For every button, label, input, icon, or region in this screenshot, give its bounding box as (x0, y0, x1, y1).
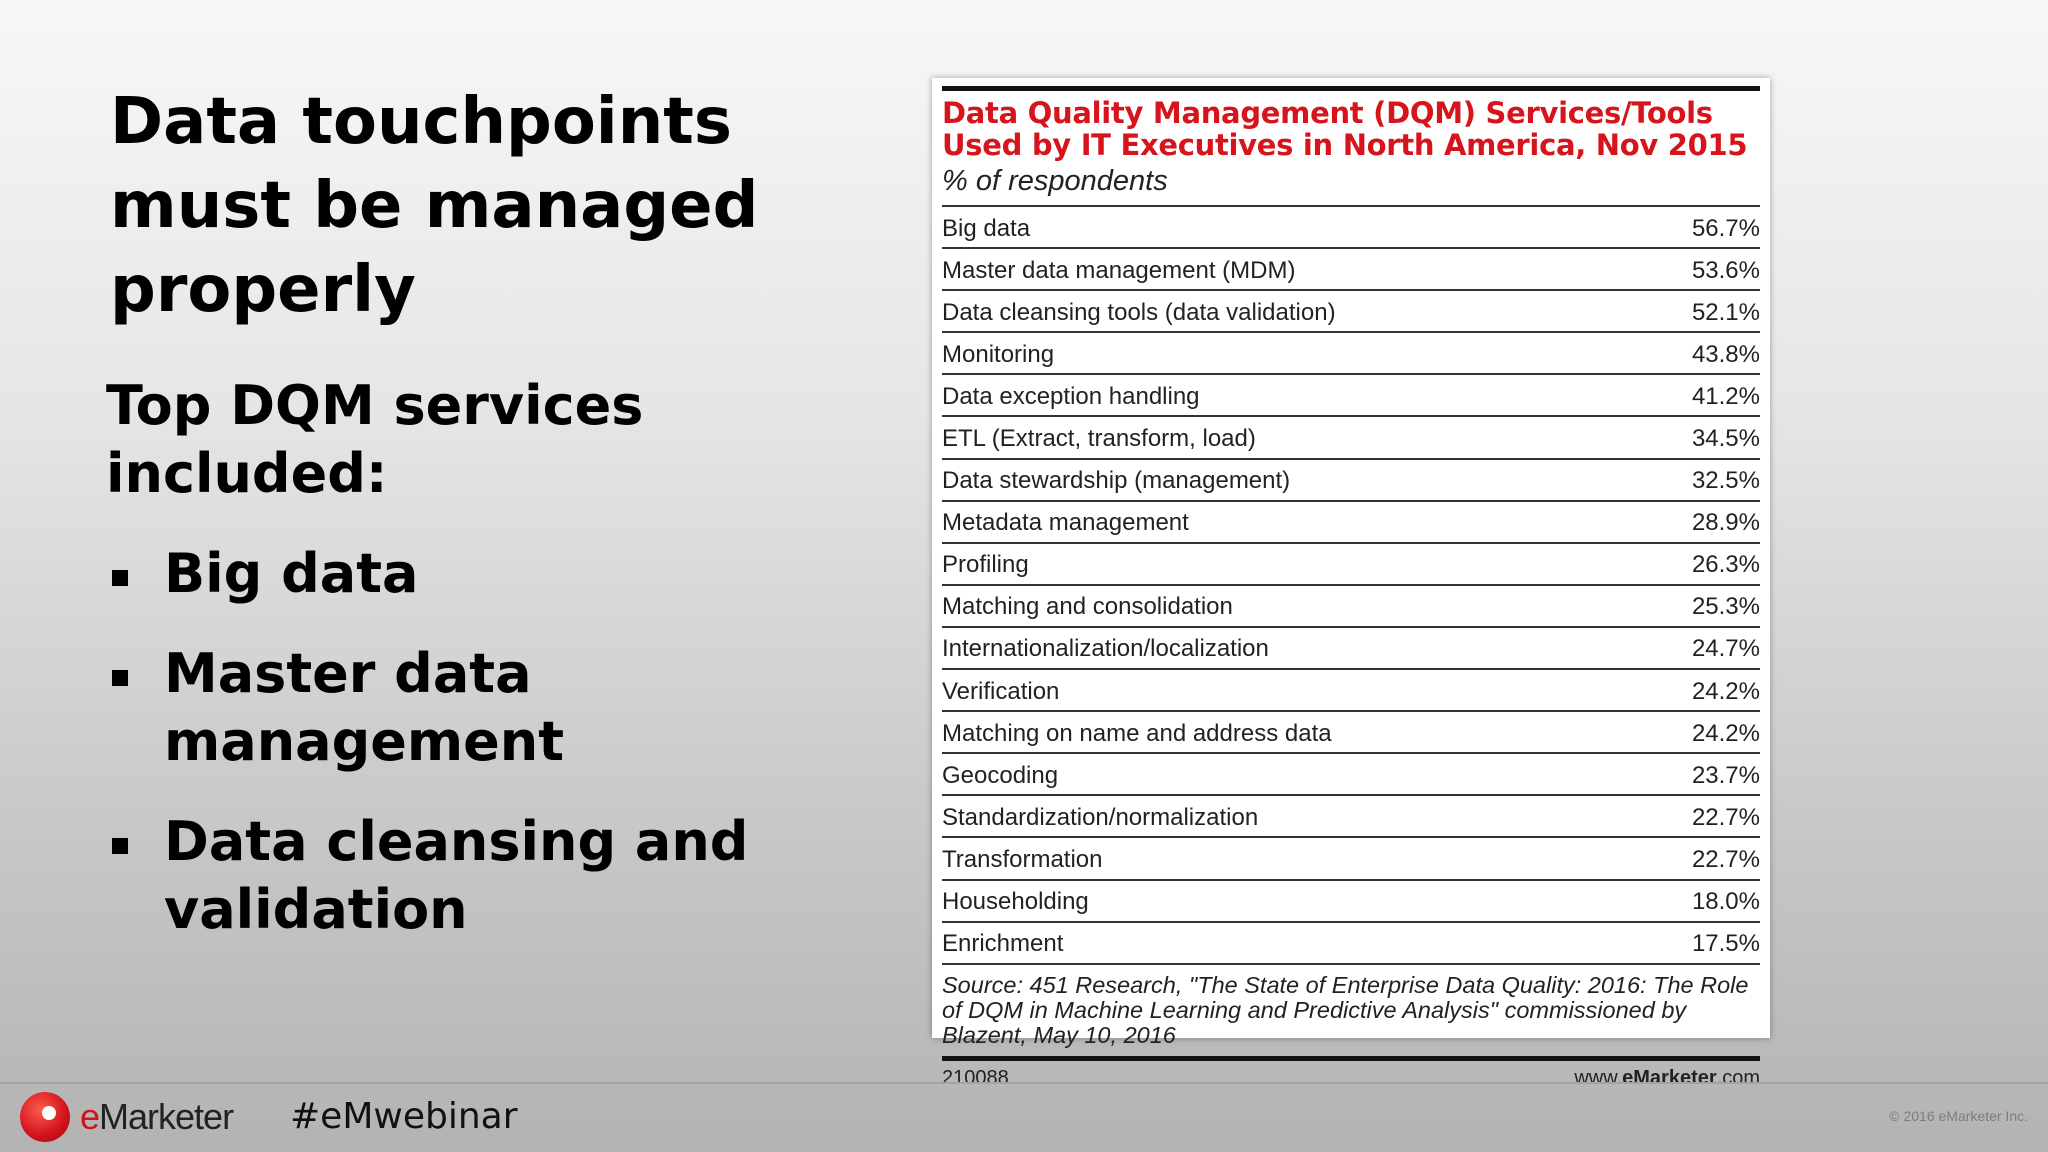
row-label: Big data (942, 214, 1031, 242)
bullet-square-icon (112, 670, 128, 686)
logo-rest: Marketer (99, 1096, 234, 1137)
row-value: 28.9% (1691, 509, 1760, 537)
chart-source: Source: 451 Research, "The State of Enterprise Data Quality: 2016: The Role of DQM in Machine Learning and Predictive Analysis" commissioned by Blazent, May 10, 2016 (942, 971, 1749, 1048)
chart-title: Data Quality Management (DQM) Services/Tools Used by IT Executives in North America, Nov 2015 (942, 96, 1748, 162)
table-row (942, 796, 1760, 838)
table-row (942, 207, 1760, 249)
row-label: Transformation (942, 845, 1103, 873)
brand-prefix: www. (1574, 1066, 1623, 1089)
row-label: Master data management (MDM) (942, 256, 1296, 284)
table-row (942, 670, 1760, 712)
table-row (942, 923, 1760, 965)
table-row (942, 375, 1760, 417)
card-top-rule (942, 86, 1760, 91)
table-row (942, 881, 1760, 923)
row-value: 24.2% (1691, 719, 1760, 747)
row-label: Householding (942, 888, 1089, 916)
table-row (942, 754, 1760, 796)
table-row (942, 586, 1760, 628)
table-row (942, 291, 1760, 333)
row-value: 17.5% (1691, 930, 1760, 958)
logo-e: e (80, 1096, 100, 1137)
row-label: Matching on name and address data (942, 719, 1332, 747)
slide-subtitle: Top DQM services included: (106, 374, 644, 505)
slide-title: Data touchpoints must be managed properly (110, 85, 759, 327)
brand-suffix: .com (1716, 1066, 1760, 1089)
row-label: Internationalization/localization (942, 635, 1269, 663)
table-row (942, 838, 1760, 880)
row-label: Geocoding (942, 761, 1059, 789)
hashtag: #eMwebinar (290, 1096, 518, 1137)
row-label: Matching and consolidation (942, 593, 1233, 621)
row-label: Metadata management (942, 509, 1189, 537)
row-label: ETL (Extract, transform, load) (942, 425, 1256, 453)
row-value: 25.3% (1691, 593, 1760, 621)
row-value: 32.5% (1691, 467, 1760, 495)
row-value: 53.6% (1691, 256, 1760, 284)
chart-id: 210088 (942, 1066, 1009, 1089)
bullet-text: Data cleansing and validation (164, 810, 749, 941)
bullet-square-icon (112, 838, 128, 854)
row-label: Data cleansing tools (data validation) (942, 298, 1336, 326)
emarketer-logo-text (80, 1096, 233, 1138)
bullet-item (106, 808, 826, 944)
row-value: 22.7% (1691, 845, 1760, 873)
row-label: Standardization/normalization (942, 803, 1259, 831)
chart-card (932, 78, 1770, 1089)
row-label: Monitoring (942, 340, 1055, 368)
table-row (942, 712, 1760, 754)
bullet-square-icon (112, 570, 128, 586)
row-value: 52.1% (1691, 298, 1760, 326)
row-label: Profiling (942, 551, 1029, 579)
row-value: 34.5% (1691, 425, 1760, 453)
row-value: 18.0% (1691, 888, 1760, 916)
row-value: 56.7% (1691, 214, 1760, 242)
chart-subtitle: % of respondents (942, 165, 1168, 197)
card-bottom-rule (942, 1056, 1760, 1061)
row-value: 24.7% (1691, 635, 1760, 663)
table-row (942, 249, 1760, 291)
emarketer-logo-icon (20, 1092, 70, 1142)
row-value: 22.7% (1691, 803, 1760, 831)
row-value: 43.8% (1691, 340, 1760, 368)
bullet-text: Master data management (164, 642, 565, 773)
table-row (942, 544, 1760, 586)
row-label: Verification (942, 677, 1060, 705)
bullet-item (106, 640, 826, 776)
row-value: 26.3% (1691, 551, 1760, 579)
row-label: Data exception handling (942, 382, 1200, 410)
data-table (942, 205, 1760, 965)
row-label: Data stewardship (management) (942, 467, 1291, 495)
table-row (942, 502, 1760, 544)
bullet-list (106, 540, 826, 976)
table-row (942, 333, 1760, 375)
table-row (942, 417, 1760, 459)
table-row (942, 460, 1760, 502)
brand-bold: eMarketer (1622, 1066, 1717, 1089)
row-value: 23.7% (1691, 761, 1760, 789)
copyright: © 2016 eMarketer Inc. (1889, 1108, 2028, 1124)
row-value: 41.2% (1691, 382, 1760, 410)
table-row (942, 628, 1760, 670)
row-label: Enrichment (942, 930, 1064, 958)
bullet-text: Big data (164, 542, 419, 605)
slide-footer (0, 1082, 2048, 1152)
bullet-item (106, 540, 826, 608)
row-value: 24.2% (1691, 677, 1760, 705)
